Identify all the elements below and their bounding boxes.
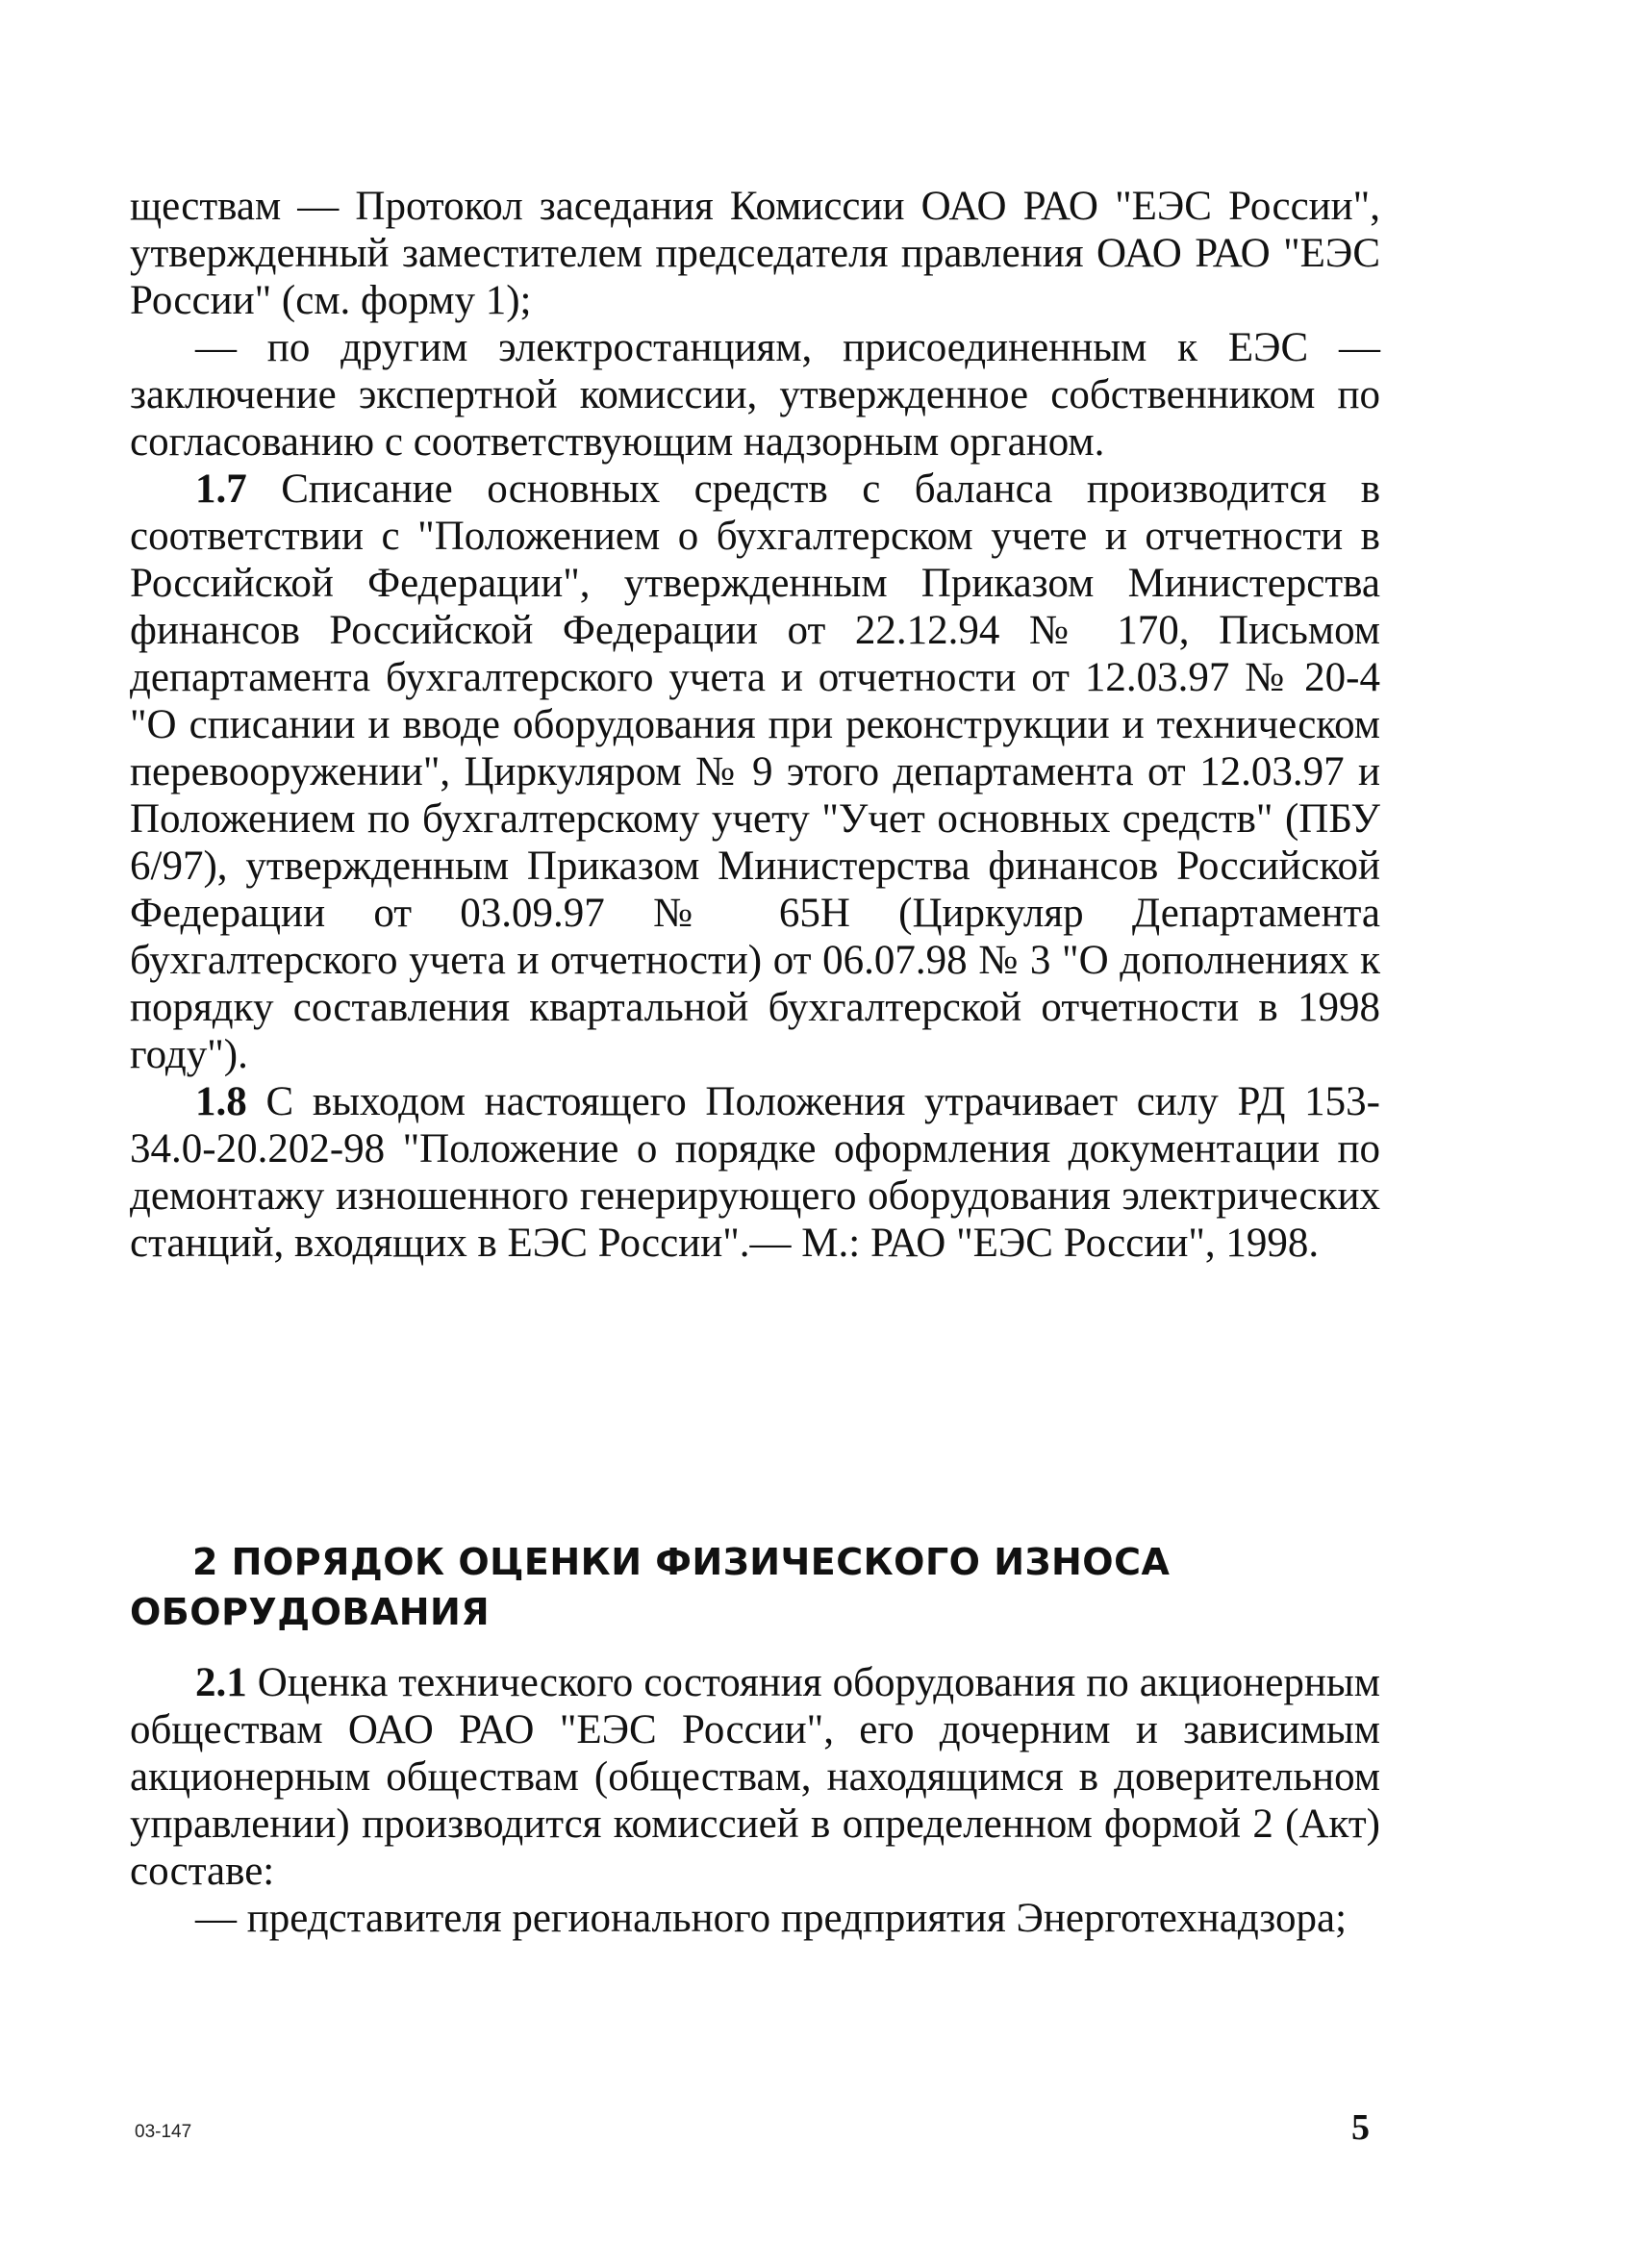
page-number: 5 bbox=[1351, 2107, 1370, 2148]
paragraph-2-1 bbox=[130, 1659, 1380, 1895]
text-block-section-2 bbox=[130, 1659, 1380, 1942]
paragraph-energotekhnadzor bbox=[130, 1895, 1380, 1942]
paragraph-text: ществам — Протокол заседания Комиссии ОАО РАО "ЕЭС России", утвержденный заместителем председателя правления ОАО РАО "ЕЭС России" (см. форму 1); bbox=[130, 184, 1380, 323]
text-block-section-1 bbox=[130, 183, 1380, 1267]
section-heading-line-1: 2 ПОРЯДОК ОЦЕНКИ ФИЗИЧЕСКОГО ИЗНОСА bbox=[192, 1541, 1171, 1583]
section-heading bbox=[130, 1537, 1298, 1637]
paragraph-1-8 bbox=[130, 1078, 1380, 1267]
paragraph-continued bbox=[130, 183, 1380, 324]
paragraph-other-stations bbox=[130, 324, 1380, 466]
paragraph-text: Списание основных средств с баланса производится в соответствии с "Положением о бухгалтерском учете и отчетности в Российской Федерации", утвержденным Приказом Министерства финансов Российской Федерации от 22.12.94 № 170, Письмом департамента бухгалтерского учета и отчетности от 12.03.97 № 20-4 "О списании и вводе оборудования при реконструкции и техническом перевооружении", Циркуляром № 9 этого департамента от 12.03.97 и Положением по бухгалтерскому учету "Учет основных средств" (ПБУ 6/97), утвержденным Приказом Министерства финансов Российской Федерации от 03.09.97 № 65Н (Циркуляр Департамента бухгалтерского учета и отчетности) от 06.07.98 № 3 "О дополнениях к порядку составления квартальной бухгалтерской отчетности в 1998 году"). bbox=[130, 466, 1380, 1077]
paragraph-text: — по другим электростанциям, присоединенным к ЕЭС — заключение экспертной комиссии, утвержденное собственником по согласованию с соответствующим надзорным органом. bbox=[130, 325, 1380, 465]
document-code: 03-147 bbox=[135, 2122, 192, 2142]
paragraph-text: Оценка технического состояния оборудования по акционерным обществам ОАО РАО "ЕЭС России", его дочерним и зависимым акционерным обществам (обществам, находящимся в доверительном управлении) производится комиссией в определенном формой 2 (Акт) составе: bbox=[130, 1660, 1380, 1894]
clause-number: 2.1 bbox=[195, 1660, 247, 1705]
section-heading-line-2: ОБОРУДОВАНИЯ bbox=[130, 1591, 491, 1633]
clause-number: 1.7 bbox=[195, 466, 247, 512]
paragraph-text: С выходом настоящего Положения утрачивает силу РД 153-34.0-20.202-98 "Положение о порядке оформления документации по демонтажу изношенного генерирующего оборудования электрических станций, входящих в ЕЭС России".— М.: РАО "ЕЭС России", 1998. bbox=[130, 1079, 1380, 1266]
clause-number: 1.8 bbox=[195, 1079, 247, 1124]
paragraph-1-7 bbox=[130, 466, 1380, 1078]
paragraph-text: — представителя регионального предприятия Энерготехнадзора; bbox=[195, 1896, 1348, 1941]
